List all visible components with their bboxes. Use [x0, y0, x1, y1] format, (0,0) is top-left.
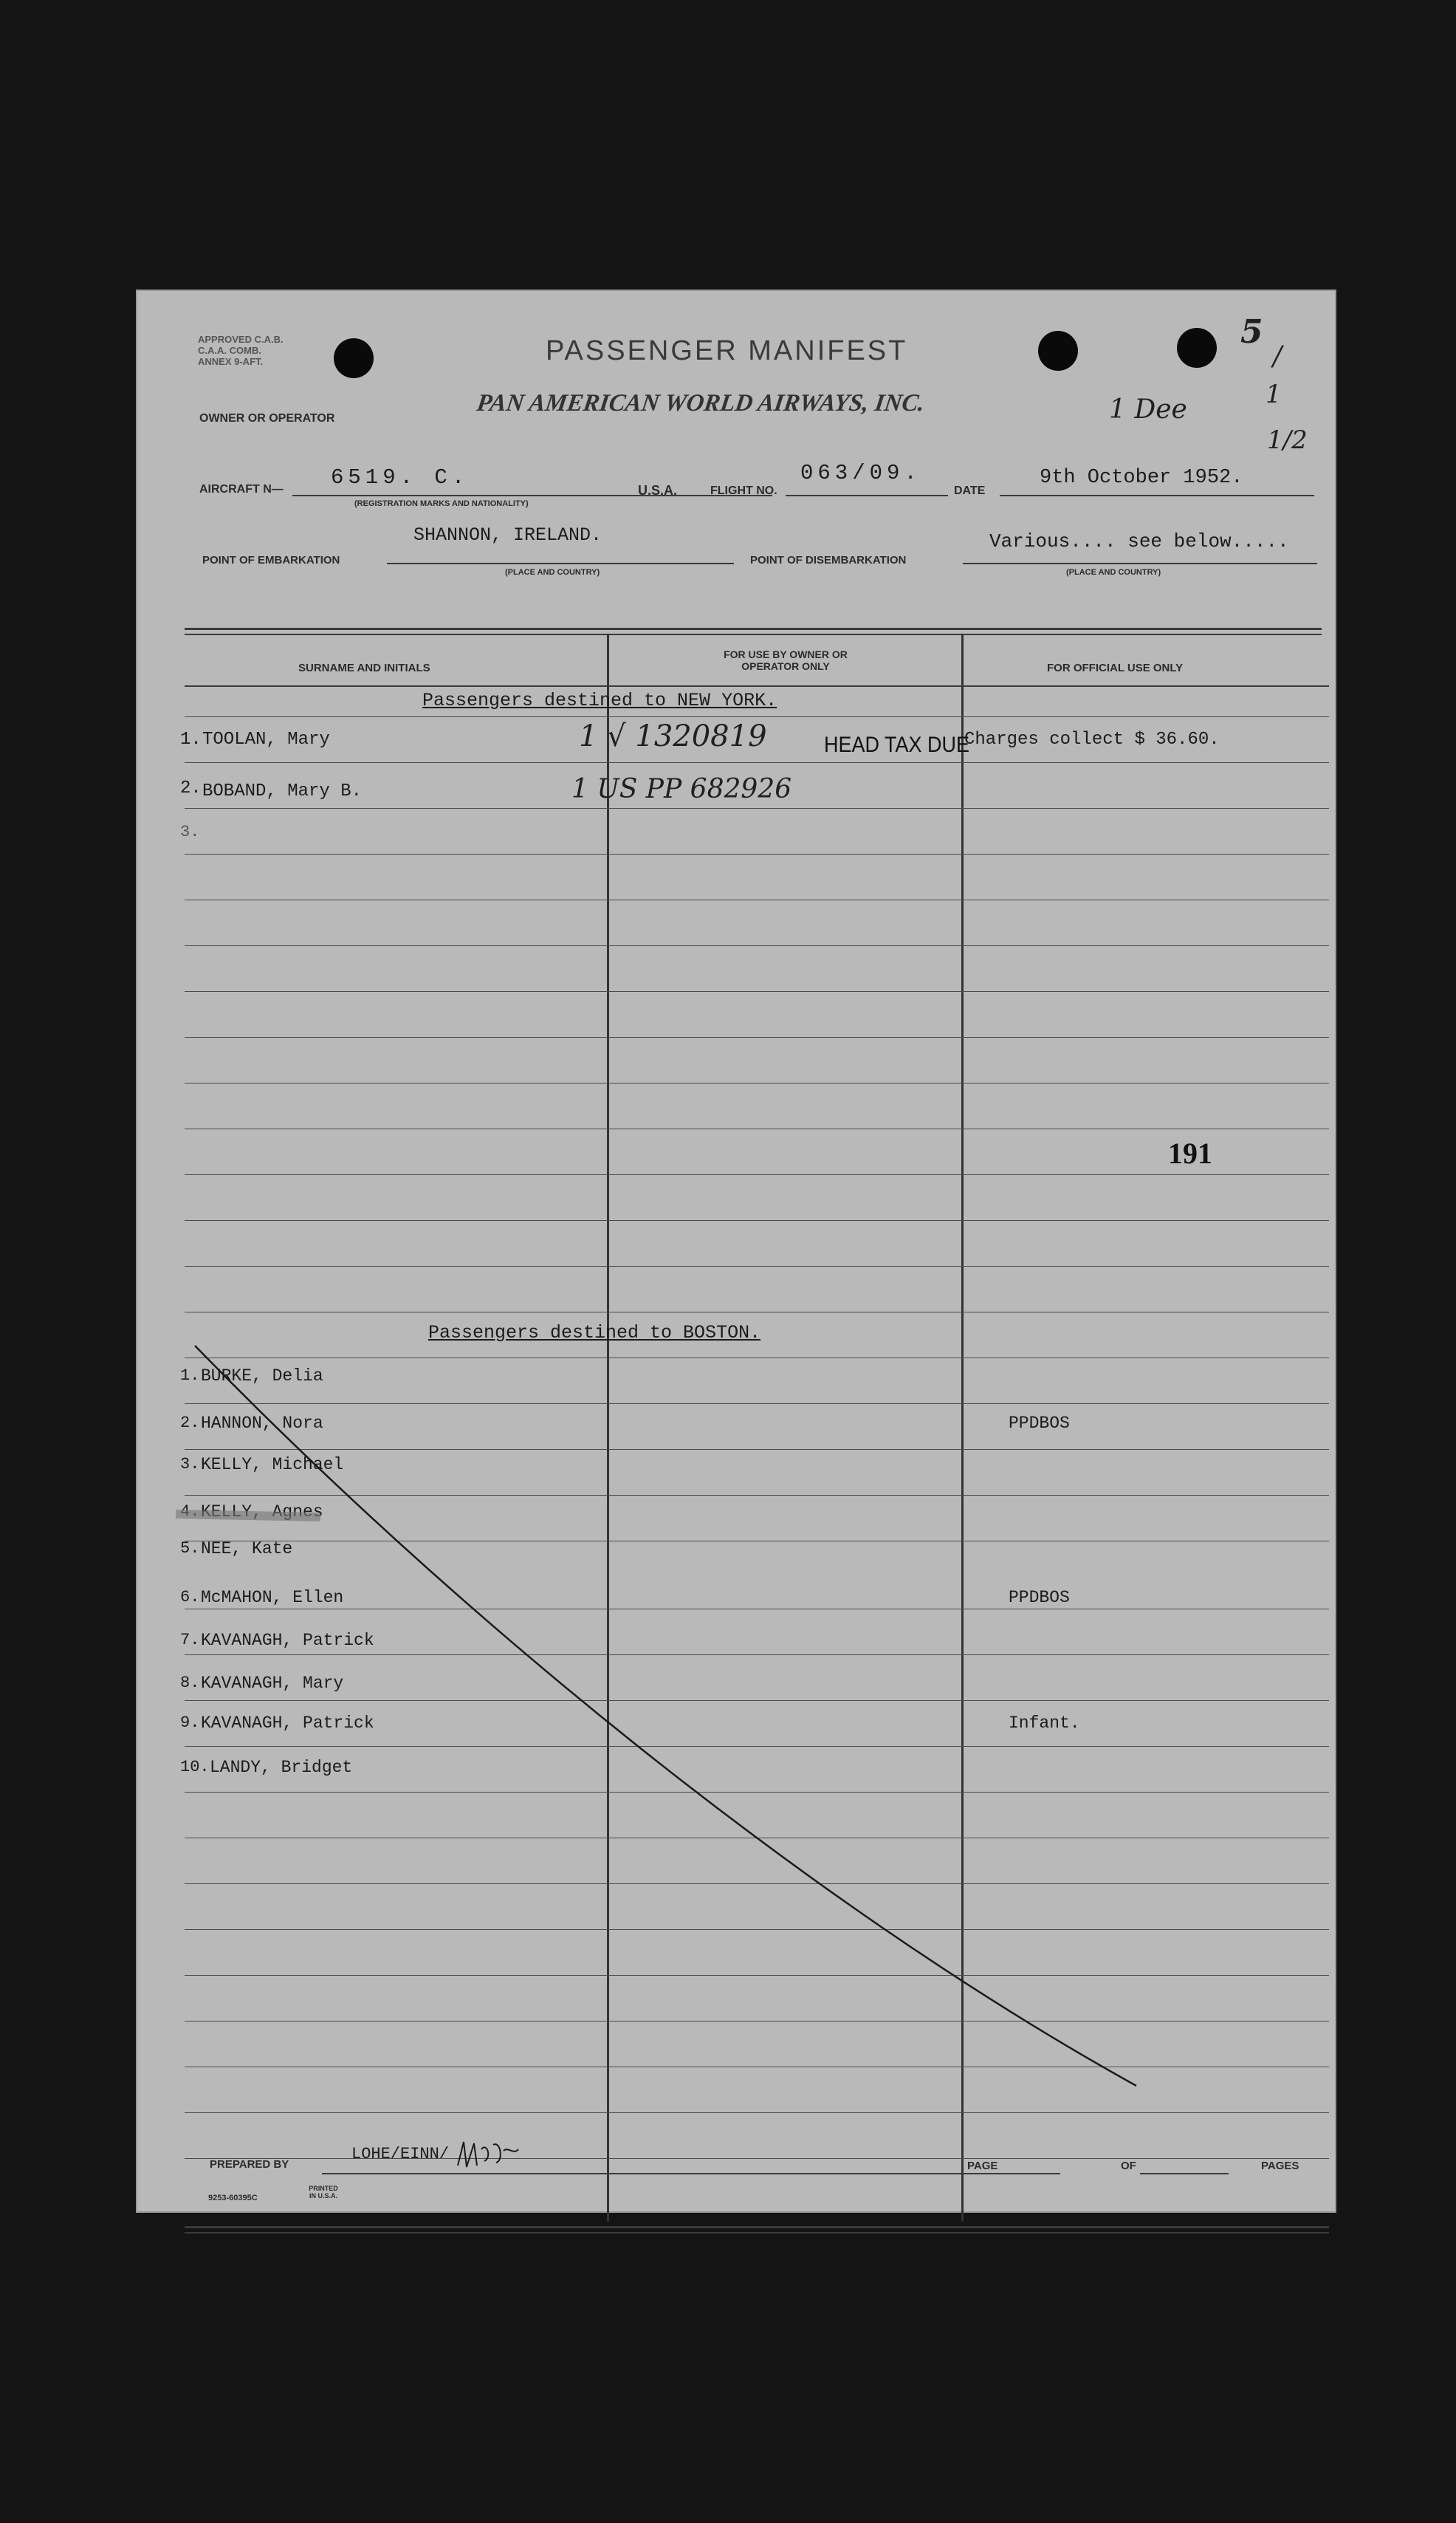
ny-row-2-number: 2.	[180, 778, 202, 798]
signature	[455, 2136, 521, 2173]
margin-note-one: 1	[1266, 380, 1282, 409]
boston-row-number: 9.	[180, 1714, 200, 1732]
printed-note: PRINTED IN U.S.A.	[309, 2185, 338, 2200]
margin-note-slash: /	[1273, 341, 1282, 372]
flight-date: 9th October 1952.	[1040, 467, 1243, 489]
boston-heading: Passengers destined to BOSTON.	[428, 1322, 761, 1343]
boston-row-number: 3.	[180, 1455, 200, 1473]
boston-row-number: 4.	[180, 1502, 200, 1521]
usa-label: U.S.A.	[638, 483, 678, 498]
flight-label: FLIGHT NO.	[710, 485, 777, 497]
embarkation-label: POINT OF EMBARKATION	[202, 554, 340, 566]
form-number: 9253-60395C	[208, 2194, 258, 2202]
flight-number: 063/09.	[800, 461, 921, 485]
registration-note: (REGISTRATION MARKS AND NATIONALITY)	[354, 499, 529, 508]
manifest-sheet	[136, 290, 1336, 2213]
boston-passenger-name: McMAHON, Ellen	[201, 1588, 344, 1607]
ny-row-2-name: BOBAND, Mary B.	[202, 781, 363, 801]
boston-row-number: 2.	[180, 1414, 200, 1432]
prepared-by-value: LOHE/EINN/	[351, 2145, 450, 2163]
boston-passenger-name: NEE, Kate	[201, 1539, 293, 1558]
prepared-by-label: PREPARED BY	[210, 2158, 289, 2171]
disembarkation-label: POINT OF DISEMBARKATION	[750, 554, 907, 566]
boston-row-number: 8.	[180, 1674, 200, 1692]
pages-label: PAGES	[1261, 2160, 1299, 2172]
ny-row-1-official: Charges collect $ 36.60.	[964, 730, 1220, 750]
head-tax-due-stamp: HEAD TAX DUE	[824, 733, 970, 757]
page-title: PASSENGER MANIFEST	[546, 335, 908, 366]
boston-passenger-name: LANDY, Bridget	[210, 1758, 353, 1777]
of-label: OF	[1121, 2160, 1136, 2172]
ny-row-1-number: 1.	[180, 730, 202, 750]
boston-passenger-name: KAVANAGH, Patrick	[201, 1631, 374, 1650]
boston-row-number: 10.	[180, 1758, 210, 1776]
aircraft-value: 6519. C.	[331, 465, 470, 490]
boston-official-note: PPDBOS	[1009, 1588, 1070, 1607]
approved-stamp: APPROVED C.A.B. C.A.A. COMB. ANNEX 9-AFT.	[198, 334, 284, 367]
boston-row-number: 1.	[180, 1366, 200, 1385]
margin-note-fraction: 1/2	[1267, 425, 1308, 455]
owner-label: OWNER OR OPERATOR	[199, 412, 335, 425]
margin-note-number: 5	[1240, 313, 1263, 351]
embarkation-place-note: (PLACE AND COUNTRY)	[505, 568, 600, 577]
disembarkation-value: Various.... see below.....	[989, 530, 1289, 552]
boston-passenger-name: HANNON, Nora	[201, 1414, 323, 1433]
embarkation-value: SHANNON, IRELAND.	[413, 524, 602, 546]
cancellation-stroke	[136, 290, 1336, 2213]
boston-row-number: 5.	[180, 1539, 200, 1558]
margin-note-dee: 1 Dee	[1109, 394, 1187, 425]
boston-official-note: PPDBOS	[1009, 1414, 1070, 1433]
ny-row-1-owner-note: 1 √ 1320819	[579, 719, 767, 753]
boston-row-number: 7.	[180, 1631, 200, 1649]
date-label: DATE	[954, 485, 986, 497]
boston-row-number: 6.	[180, 1588, 200, 1606]
disembarkation-place-note: (PLACE AND COUNTRY)	[1066, 568, 1161, 577]
page-number: 191	[1168, 1137, 1212, 1170]
boston-passenger-name: BURKE, Delia	[201, 1366, 323, 1386]
ny-row-1-name: TOOLAN, Mary	[202, 730, 330, 750]
boston-passenger-name: KAVANAGH, Mary	[201, 1674, 344, 1693]
ny-row-3-number: 3.	[180, 823, 200, 841]
page-label: PAGE	[967, 2160, 998, 2172]
boston-passenger-name: KELLY, Michael	[201, 1455, 344, 1474]
new-york-heading: Passengers destined to NEW YORK.	[422, 690, 777, 711]
column-header-surname: SURNAME AND INITIALS	[298, 662, 430, 674]
boston-passenger-name: KELLY, Agnes	[201, 1502, 323, 1521]
column-header-official-use: FOR OFFICIAL USE ONLY	[1047, 662, 1184, 674]
aircraft-label: AIRCRAFT N—	[199, 483, 284, 496]
company-name: PAN AMERICAN WORLD AIRWAYS, INC.	[475, 390, 927, 417]
boston-official-note: Infant.	[1009, 1714, 1080, 1733]
ny-row-2-owner-note: 1 US PP 682926	[571, 774, 792, 804]
boston-passenger-name: KAVANAGH, Patrick	[201, 1714, 374, 1733]
column-header-owner-use: FOR USE BY OWNER OR OPERATOR ONLY	[724, 648, 848, 672]
